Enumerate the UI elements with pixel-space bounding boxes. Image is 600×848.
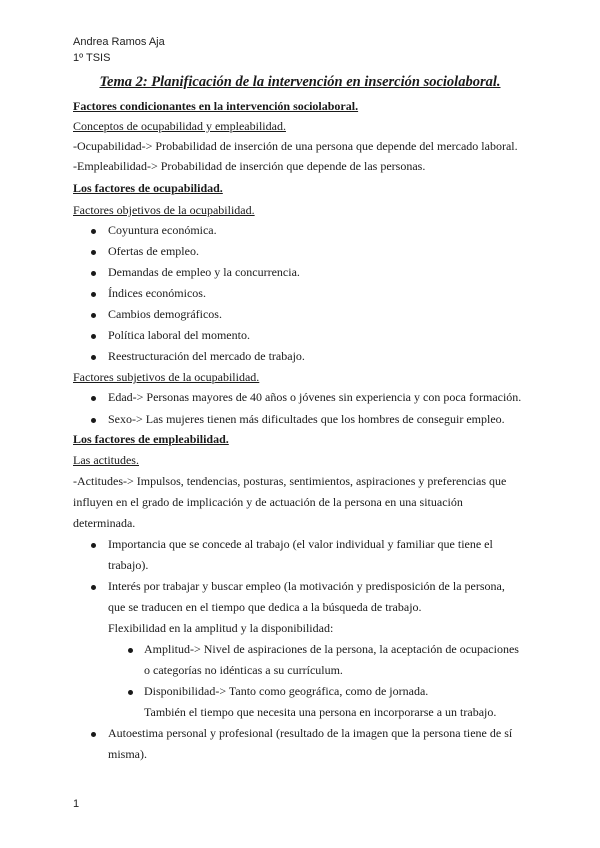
bullet-icon <box>128 690 133 695</box>
sublist-item: Disponibilidad-> Tanto como geográfica, como de jornada. <box>144 684 429 698</box>
list-item: Política laboral del momento. <box>108 328 250 342</box>
actitudes-definition-line: -Actitudes-> Impulsos, tendencias, posturas, sentimientos, aspiraciones y preferencias que <box>73 474 507 488</box>
list-item: Importancia que se concede al trabajo (el valor individual y familiar que tiene el <box>108 537 493 551</box>
list-item: Sexo-> Las mujeres tienen más dificultades que los hombres de conseguir empleo. <box>108 412 505 426</box>
document-title: Tema 2: Planificación de la intervención en inserción sociolaboral. <box>99 74 501 90</box>
sublist-item-continuation: También el tiempo que necesita una persona en incorporarse a un trabajo. <box>144 705 497 719</box>
list-item: Demandas de empleo y la concurrencia. <box>108 265 300 279</box>
subheading-conceptos: Conceptos de ocupabilidad y empleabilidad. <box>73 119 286 133</box>
list-item: Autoestima personal y profesional (resultado de la imagen que la persona tiene de sí <box>108 726 513 740</box>
bullet-icon <box>91 732 96 737</box>
author-name: Andrea Ramos Aja <box>73 36 165 48</box>
subheading-factores-objetivos: Factores objetivos de la ocupabilidad. <box>73 203 255 217</box>
list-item: Índices económicos. <box>108 286 206 300</box>
section-heading-factores-ocupabilidad: Los factores de ocupabilidad. <box>73 181 223 195</box>
list-item-continuation: misma). <box>108 747 147 761</box>
subheading-factores-subjetivos: Factores subjetivos de la ocupabilidad. <box>73 370 260 384</box>
list-item: Cambios demográficos. <box>108 307 222 321</box>
page-number: 1 <box>73 798 80 810</box>
actitudes-definition-line: influyen en el grado de implicación y de actuación de la persona en una situación <box>73 495 463 509</box>
list-item: Reestructuración del mercado de trabajo. <box>108 349 305 363</box>
bullet-icon <box>91 313 96 318</box>
bullet-icon <box>91 292 96 297</box>
bullet-icon <box>91 334 96 339</box>
bullet-icon <box>91 229 96 234</box>
list-item-continuation: trabajo). <box>108 558 149 572</box>
subheading-actitudes: Las actitudes. <box>73 453 139 467</box>
sublist-item-continuation: o categorías no idénticas a su currículum. <box>144 663 343 677</box>
list-item-continuation: que se traducen en el tiempo que dedica a la búsqueda de trabajo. <box>108 600 422 614</box>
list-item: Interés por trabajar y buscar empleo (la motivación y predisposición de la persona, <box>108 579 505 593</box>
sublist-item: Amplitud-> Nivel de aspiraciones de la persona, la aceptación de ocupaciones <box>144 642 519 656</box>
list-item: Ofertas de empleo. <box>108 244 199 258</box>
course-label: 1º TSIS <box>73 52 111 64</box>
bullet-icon <box>91 543 96 548</box>
list-item: Edad-> Personas mayores de 40 años o jóvenes sin experiencia y con poca formación. <box>108 390 522 404</box>
empleabilidad-definition: -Empleabilidad-> Probabilidad de inserción que depende de las personas. <box>73 159 426 173</box>
section-heading-factores-empleabilidad: Los factores de empleabilidad. <box>73 432 229 446</box>
section-heading-factores-condicionantes: Factores condicionantes en la intervención sociolaboral. <box>73 99 359 113</box>
bullet-icon <box>91 271 96 276</box>
bullet-icon <box>91 355 96 360</box>
bullet-icon <box>91 396 96 401</box>
bullet-icon <box>128 648 133 653</box>
flexibilidad-text: Flexibilidad en la amplitud y la disponibilidad: <box>108 621 334 635</box>
list-item: Coyuntura económica. <box>108 223 217 237</box>
bullet-icon <box>91 250 96 255</box>
bullet-icon <box>91 585 96 590</box>
ocupabilidad-definition: -Ocupabilidad-> Probabilidad de inserción de una persona que depende del mercado laboral. <box>73 139 518 153</box>
actitudes-definition-line: determinada. <box>73 516 136 530</box>
bullet-icon <box>91 418 96 423</box>
header <box>73 34 165 66</box>
